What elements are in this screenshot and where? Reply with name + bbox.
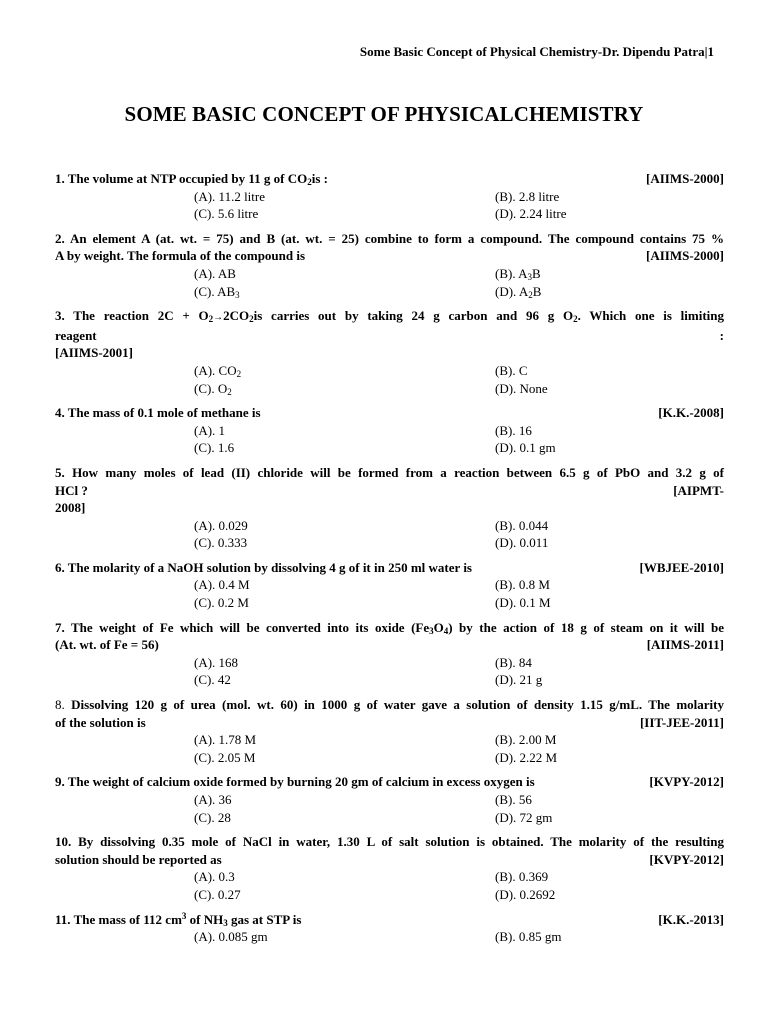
options	[194, 188, 724, 223]
exam-tag: [AIPMT-	[673, 482, 724, 498]
exam-tag: [K.K.-2008]	[658, 405, 724, 421]
option-a: (A). 36	[194, 792, 232, 807]
option-b: (B). C	[495, 362, 528, 378]
exam-tag: [WBJEE-2010]	[639, 559, 724, 575]
question-9-stem: 9. The weight of calcium oxide formed by burning 20 gm of calcium in excess oxygen is [KVPY-2012]	[55, 774, 724, 790]
option-b: (B). 0.85 gm	[495, 929, 562, 945]
option-a: (A). $CO_2$	[194, 362, 242, 379]
option-d: (D). 0.2692	[495, 886, 556, 902]
option-b: (B). 56	[495, 792, 532, 807]
question-7	[55, 619, 724, 689]
option-b: (B). 84	[495, 654, 532, 670]
option-a: (A). 11.2 litre	[194, 188, 265, 204]
option-d: (D). None	[495, 380, 548, 396]
option-c: (C). 28	[194, 809, 231, 825]
question-number: 10.	[55, 834, 72, 850]
options	[194, 791, 724, 826]
option-c: (C). 2.05 M	[194, 749, 256, 765]
option-a: (A). 0.4 M	[194, 577, 250, 593]
question-10-stem-line2: solution should be reported as [KVPY-2012]	[55, 851, 724, 867]
options	[194, 265, 724, 300]
option-c: (C). 0.27	[194, 886, 241, 902]
question-number: 8	[55, 697, 62, 713]
question-11-stem: 11. The mass of 112 $cm^3$ of $NH_3$ gas at STP is [K.K.-2013]	[55, 910, 724, 928]
exam-tag: [AIIMS-2011]	[646, 637, 724, 653]
question-2-stem-line2: A by weight. The formula of the compound is [AIIMS-2000]	[55, 248, 724, 264]
exam-tag: [KVPY-2012]	[649, 774, 724, 790]
exam-tag: [AIIMS-2000]	[646, 248, 724, 264]
option-c: (C). 42	[194, 672, 231, 688]
question-list	[55, 170, 724, 953]
question-8-stem-line2: of the solution is [IIT-JEE-2011]	[55, 714, 724, 730]
running-header: Some Basic Concept of Physical Chemistry-Dr. Dipendu Patra|1	[359, 44, 714, 59]
question-8-stem-line1: 8. Dissolving 120 g of urea (mol. wt. 60) in 1000 g of water gave a solution of density 1.15 g/mL. The molarity	[55, 697, 724, 713]
question-5-stem-line1: 5. How many moles of lead (II) chloride will be formed from a reaction between 6.5 g of PbO and 3.2 g of	[55, 464, 724, 480]
question-4-stem: 4. The mass of 0.1 mole of methane is [K.K.-2008]	[55, 405, 724, 421]
option-a: (A). 1	[194, 422, 226, 438]
option-a: (A). 168	[194, 654, 239, 670]
question-10-stem-line1: 10. By dissolving 0.35 mole of NaCl in water, 1.30 L of salt solution is obtained. The molarity of the resulting	[55, 834, 725, 850]
options	[194, 928, 724, 946]
options	[194, 868, 724, 903]
options	[194, 654, 724, 689]
question-number: 3.	[55, 308, 65, 324]
question-3-stem-line1: 3. The reaction $2C + O_2\to 2CO_2is$ carries out by taking 24 g carbon and 96 g $O_2$. Which one is limiting	[55, 308, 725, 325]
option-d: (D). 0.1 gm	[495, 440, 556, 456]
question-number: 5.	[55, 464, 65, 480]
question-6-stem: 6. The molarity of a NaOH solution by dissolving 4 g of it in 250 ml water is [WBJEE-2010]	[55, 559, 724, 575]
option-a: (A). 0.029	[194, 517, 248, 533]
question-number: 9.	[55, 774, 65, 790]
option-b: (B). $A_3B$	[495, 265, 541, 282]
question-8	[55, 696, 724, 766]
question-3-stem-line2: reagent :	[55, 327, 724, 343]
options	[194, 422, 724, 457]
question-5	[55, 464, 724, 552]
question-2-stem-line1: 2. An element A (at. wt. = 75) and B (at. wt. = 25) combine to form a compound. The compound contains 75 %	[55, 230, 724, 246]
options	[194, 731, 724, 766]
question-1	[55, 170, 724, 223]
options	[194, 362, 724, 397]
option-c: (C). $O_2$	[194, 380, 232, 397]
option-b: (B). 2.8 litre	[495, 188, 560, 204]
option-b: (B). 0.8 M	[495, 577, 550, 593]
option-b: (B). 0.369	[495, 869, 549, 885]
question-10	[55, 833, 724, 903]
options	[194, 576, 724, 611]
options	[194, 517, 724, 552]
question-6	[55, 559, 724, 612]
question-7-stem-line1: 7. The weight of Fe which will be converted into its oxide $(Fe_3O_4)$ by the action of 18 g of steam on it will be	[55, 619, 725, 636]
option-b: (B). 2.00 M	[495, 732, 557, 748]
question-number: 7.	[55, 619, 65, 635]
option-d: (D). 0.011	[495, 535, 549, 551]
option-a: (A). 0.085 gm	[194, 929, 268, 945]
page-title: SOME BASIC CONCEPT OF PHYSICALCHEMISTRY	[124, 102, 644, 126]
question-number: 2.	[55, 230, 65, 246]
question-number: 1.	[55, 171, 65, 186]
option-d: (D). 0.1 M	[495, 595, 551, 611]
option-d: (D). 2.24 litre	[495, 206, 567, 222]
option-b: (B). 16	[495, 422, 532, 438]
question-3	[55, 307, 724, 397]
exam-tag: [K.K.-2013]	[658, 911, 724, 927]
question-number: 4.	[55, 405, 65, 421]
option-a: (A). 1.78 M	[194, 732, 257, 748]
option-c: (C). $AB_3$	[194, 283, 240, 300]
option-c: (C). 0.2 M	[194, 595, 249, 611]
question-9	[55, 773, 724, 826]
option-c: (C). 0.333	[194, 535, 248, 551]
exam-tag: [KVPY-2012]	[649, 851, 724, 867]
option-b: (B). 0.044	[495, 517, 549, 533]
option-d: (D). 21 g	[495, 672, 543, 688]
question-1-stem: 1. The volume at NTP occupied by 11 g of $CO_2is$ : [AIIMS-2000]	[55, 171, 724, 187]
option-c: (C). 1.6	[194, 440, 235, 456]
question-4	[55, 404, 724, 457]
question-number: 6.	[55, 559, 65, 575]
exam-tag: [AIIMS-2000]	[646, 171, 724, 186]
question-2	[55, 230, 724, 300]
option-a: (A). 0.3	[194, 869, 235, 885]
option-d: (D). 2.22 M	[495, 749, 558, 765]
question-7-stem-line2: (At. wt. of Fe = 56) [AIIMS-2011]	[55, 637, 724, 653]
question-number: 11.	[55, 911, 71, 927]
exam-tag-continued: 2008]	[55, 500, 86, 516]
option-d: (D). $A_2B$	[495, 283, 542, 300]
option-a: (A). AB	[194, 265, 236, 281]
exam-tag: [IIT-JEE-2011]	[639, 714, 724, 730]
exam-tag: [AIIMS-2001]	[55, 345, 133, 361]
option-c: (C). 5.6 litre	[194, 206, 259, 222]
question-5-stem-line2: HCl ? [AIPMT-	[55, 482, 724, 498]
question-11	[55, 911, 724, 946]
option-d: (D). 72 gm	[495, 809, 553, 825]
